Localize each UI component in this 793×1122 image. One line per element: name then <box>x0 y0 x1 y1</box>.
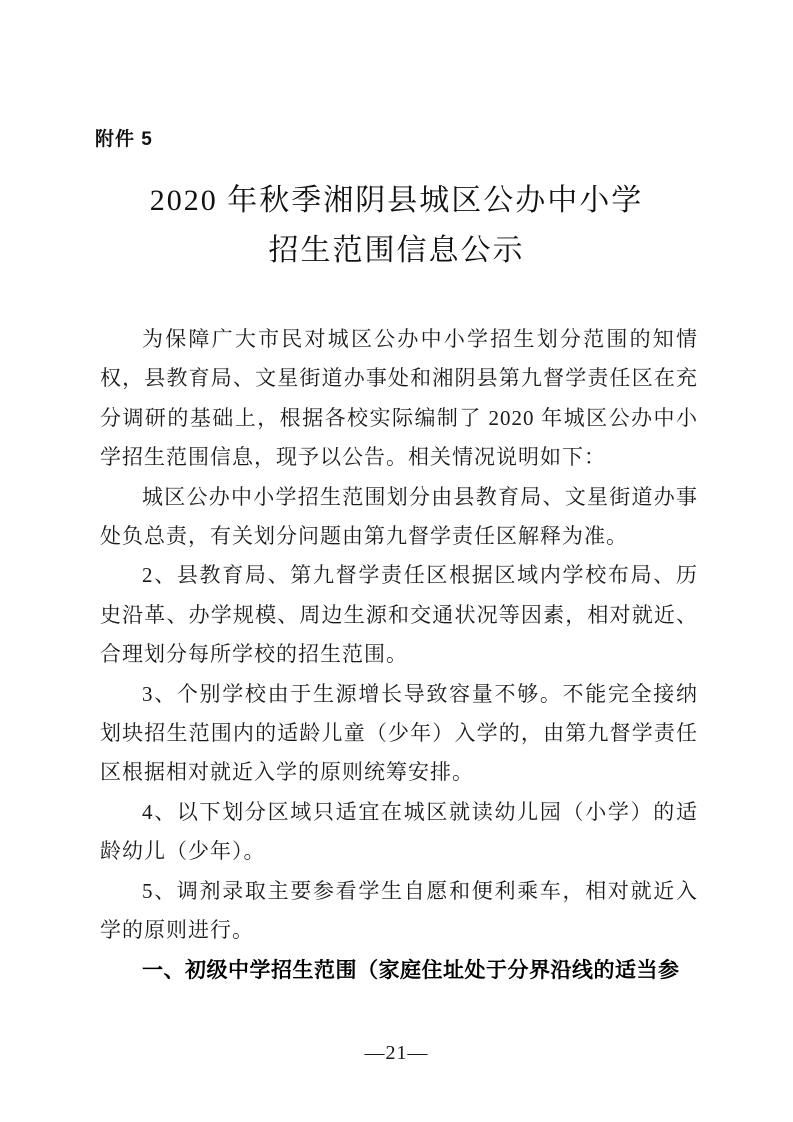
paragraph-item-4: 4、以下划分区域只适宜在城区就读幼儿园（小学）的适龄幼儿（少年）。 <box>100 799 698 864</box>
title-line-1: 2020 年秋季湘阴县城区公办中小学 <box>149 184 644 217</box>
section-heading: 一、初级中学招生范围（家庭住址处于分界沿线的适当参 <box>142 958 680 982</box>
paragraph-item-3: 3、个别学校由于生源增长导致容量不够。不能完全接纳划块招生范围内的适龄儿童（少年）入学的，由第九督学责任区根据相对就近入学的原则统筹安排。 <box>100 681 698 785</box>
page-number: —21— <box>364 1042 429 1064</box>
title-line-2: 招生范围信息公示 <box>268 234 525 267</box>
paragraph-responsibility: 城区公办中小学招生范围划分由县教育局、文星街道办事处负总责，有关划分问题由第九督学责任区解释为准。 <box>100 484 698 549</box>
attachment-label: 附件 5 <box>95 129 153 150</box>
paragraph-item-2: 2、县教育局、第九督学责任区根据区域内学校布局、历史沿革、办学规模、周边生源和交通状况等因素，相对就近、合理划分每所学校的招生范围。 <box>100 563 698 667</box>
paragraph-intro: 为保障广大市民对城区公办中小学招生划分范围的知情权，县教育局、文星街道办事处和湘阴县第九督学责任区在充分调研的基础上，根据各校实际编制了 2020 年城区公办中小学招生范围信息，现予以公告。相关情况说明如下： <box>100 327 698 470</box>
document-body <box>100 320 698 990</box>
paragraph-item-5: 5、调剂录取主要参看学生自愿和便利乘车，相对就近入学的原则进行。 <box>100 878 698 943</box>
document-title <box>0 176 793 276</box>
